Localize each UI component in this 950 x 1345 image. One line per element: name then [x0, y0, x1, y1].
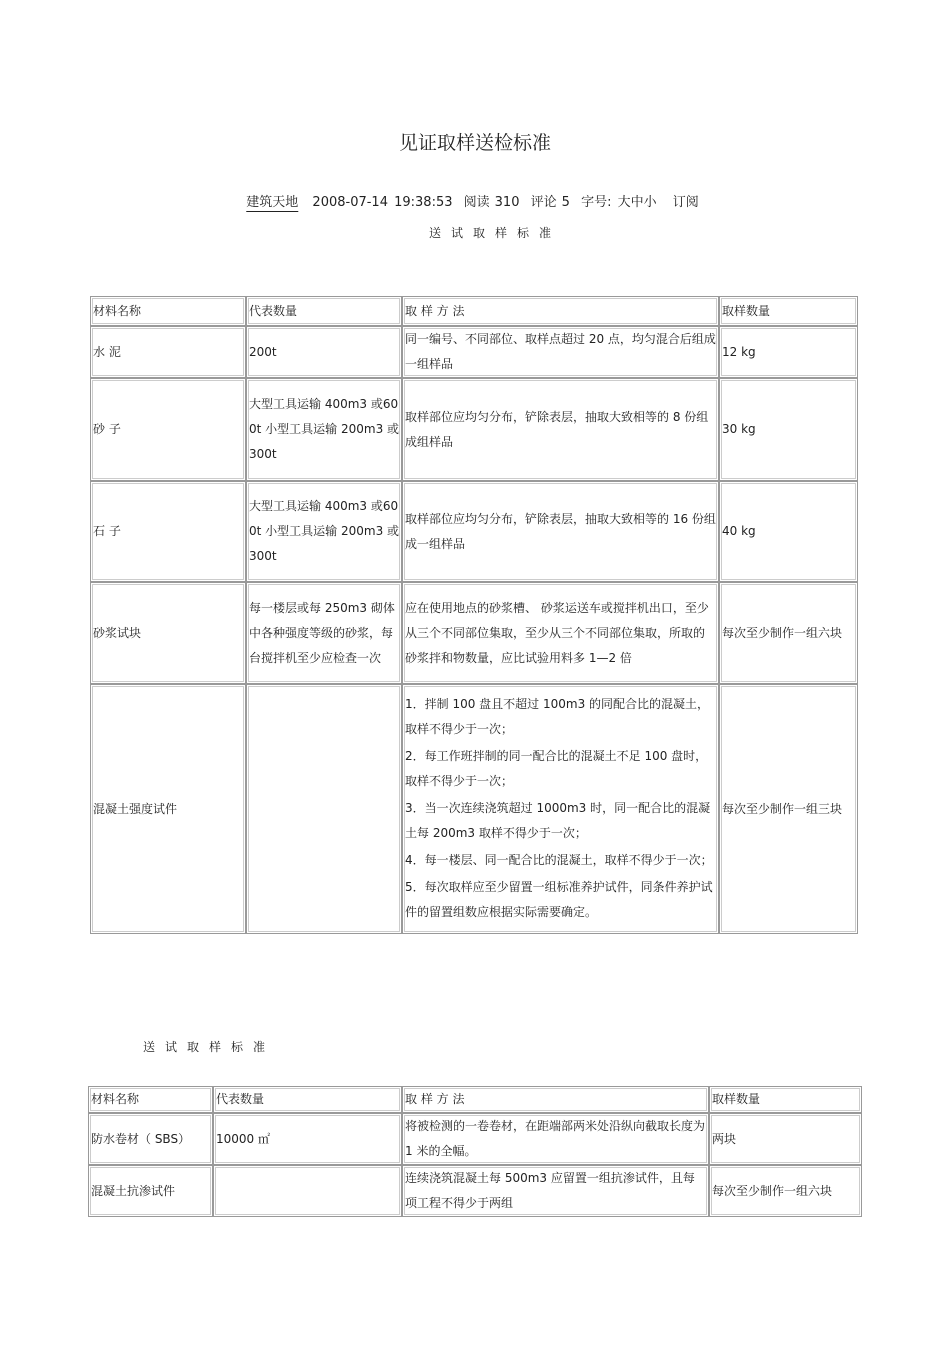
material-cell: 水 泥 — [90, 326, 246, 378]
read-label: 阅读 — [463, 195, 490, 210]
article-meta — [0, 191, 950, 210]
read-count: 310 — [494, 195, 520, 210]
sampling-table-1 — [90, 296, 858, 934]
subscribe-link[interactable]: 订阅 — [672, 195, 699, 210]
amount-cell: 每次至少制作一组六块 — [719, 582, 858, 684]
table-row — [90, 326, 858, 378]
material-cell: 砂浆试块 — [90, 582, 246, 684]
section-title: 送试取样标准 — [428, 226, 561, 240]
material-cell: 石 子 — [90, 481, 246, 582]
quantity-cell: 大型工具运输 400m3 或600t 小型工具运输 200m3 或300t — [246, 378, 402, 481]
amount-cell: 每次至少制作一组六块 — [709, 1165, 862, 1217]
quantity-cell — [213, 1165, 402, 1217]
material-cell: 砂 子 — [90, 378, 246, 481]
table-header-row — [88, 1086, 862, 1113]
method-cell: 取样部位应均匀分布，铲除表层，抽取大致相等的 8 份组成组样品 — [402, 378, 719, 481]
method-cell: 连续浇筑混凝土每 500m3 应留置一组抗渗试件，且每项工程不得少于两组 — [402, 1165, 709, 1217]
method-item: 1．拌制 100 盘且不超过 100m3 的同配合比的混凝土，取样不得少于一次； — [405, 696, 710, 736]
table-row — [90, 684, 858, 934]
comment-label[interactable]: 评论 — [530, 195, 557, 210]
material-cell: 混凝土抗渗试件 — [88, 1165, 213, 1217]
header-cell: 取 样 方 法 — [402, 296, 719, 326]
table-row — [90, 378, 858, 481]
amount-cell: 每次至少制作一组三块 — [719, 684, 858, 934]
amount-cell: 40 kg — [719, 481, 858, 582]
table-row — [90, 582, 858, 684]
quantity-cell: 大型工具运输 400m3 或600t 小型工具运输 200m3 或300t — [246, 481, 402, 582]
table-row — [88, 1165, 862, 1217]
header-cell: 取样数量 — [719, 296, 858, 326]
material-cell: 混凝土强度试件 — [90, 684, 246, 934]
method-item: 5．每次取样应至少留置一组标准养护试件，同条件养护试件的留置组数应根据实际需要确定。 — [405, 879, 713, 919]
section-title: 送试取样标准 — [143, 1040, 276, 1054]
amount-cell: 12 kg — [719, 326, 858, 378]
header-cell: 材料名称 — [90, 296, 246, 326]
header-cell: 材料名称 — [88, 1086, 213, 1113]
table-header-row — [90, 296, 858, 326]
author-link[interactable]: 建筑天地 — [246, 195, 299, 210]
comment-count: 5 — [561, 195, 570, 210]
header-cell: 代表数量 — [213, 1086, 402, 1113]
method-item: 4．每一楼层、同一配合比的混凝土，取样不得少于一次； — [405, 852, 713, 867]
quantity-cell: 200t — [246, 326, 402, 378]
method-cell: 将被检测的一卷卷材，在距端部两米处沿纵向截取长度为 1 米的全幅。 — [402, 1113, 709, 1165]
material-cell: 防水卷材（ SBS） — [88, 1113, 213, 1165]
post-datetime: 2008-07-14 19:38:53 — [312, 195, 453, 210]
method-cell: 取样部位应均匀分布，铲除表层，抽取大致相等的 16 份组成一组样品 — [402, 481, 719, 582]
table-row — [88, 1113, 862, 1165]
header-cell: 取样数量 — [709, 1086, 862, 1113]
header-cell: 取 样 方 法 — [402, 1086, 709, 1113]
page-title: 见证取样送检标准 — [398, 132, 551, 154]
sampling-table-2 — [88, 1086, 862, 1217]
table-row — [90, 481, 858, 582]
quantity-cell: 10000 ㎡ — [213, 1113, 402, 1165]
amount-cell: 30 kg — [719, 378, 858, 481]
font-size-selector[interactable]: 字号: 大中小 — [581, 195, 657, 210]
method-cell: 应在使用地点的砂浆槽、 砂浆运送车或搅拌机出口，至少从三个不同部位集取，至少从三个不同部位集取，所取的砂浆拌和物数量，应比试验用料多 1—2 倍 — [402, 582, 719, 684]
method-cell: 同一编号、不同部位、取样点超过 20 点，均匀混合后组成一组样品 — [402, 326, 719, 378]
amount-cell: 两块 — [709, 1113, 862, 1165]
header-cell: 代表数量 — [246, 296, 402, 326]
quantity-cell: 每一楼层或每 250m3 砌体中各种强度等级的砂浆，每台搅拌机至少应检查一次 — [246, 582, 402, 684]
method-cell — [402, 684, 719, 934]
quantity-cell — [246, 684, 402, 934]
method-item: 3．当一次连续浇筑超过 1000m3 时，同一配合比的混凝土每 200m3 取样不得少于一次； — [405, 800, 711, 840]
method-item: 2．每工作班拌制的同一配合比的混凝土不足 100 盘时，取样不得少于一次； — [405, 748, 708, 788]
